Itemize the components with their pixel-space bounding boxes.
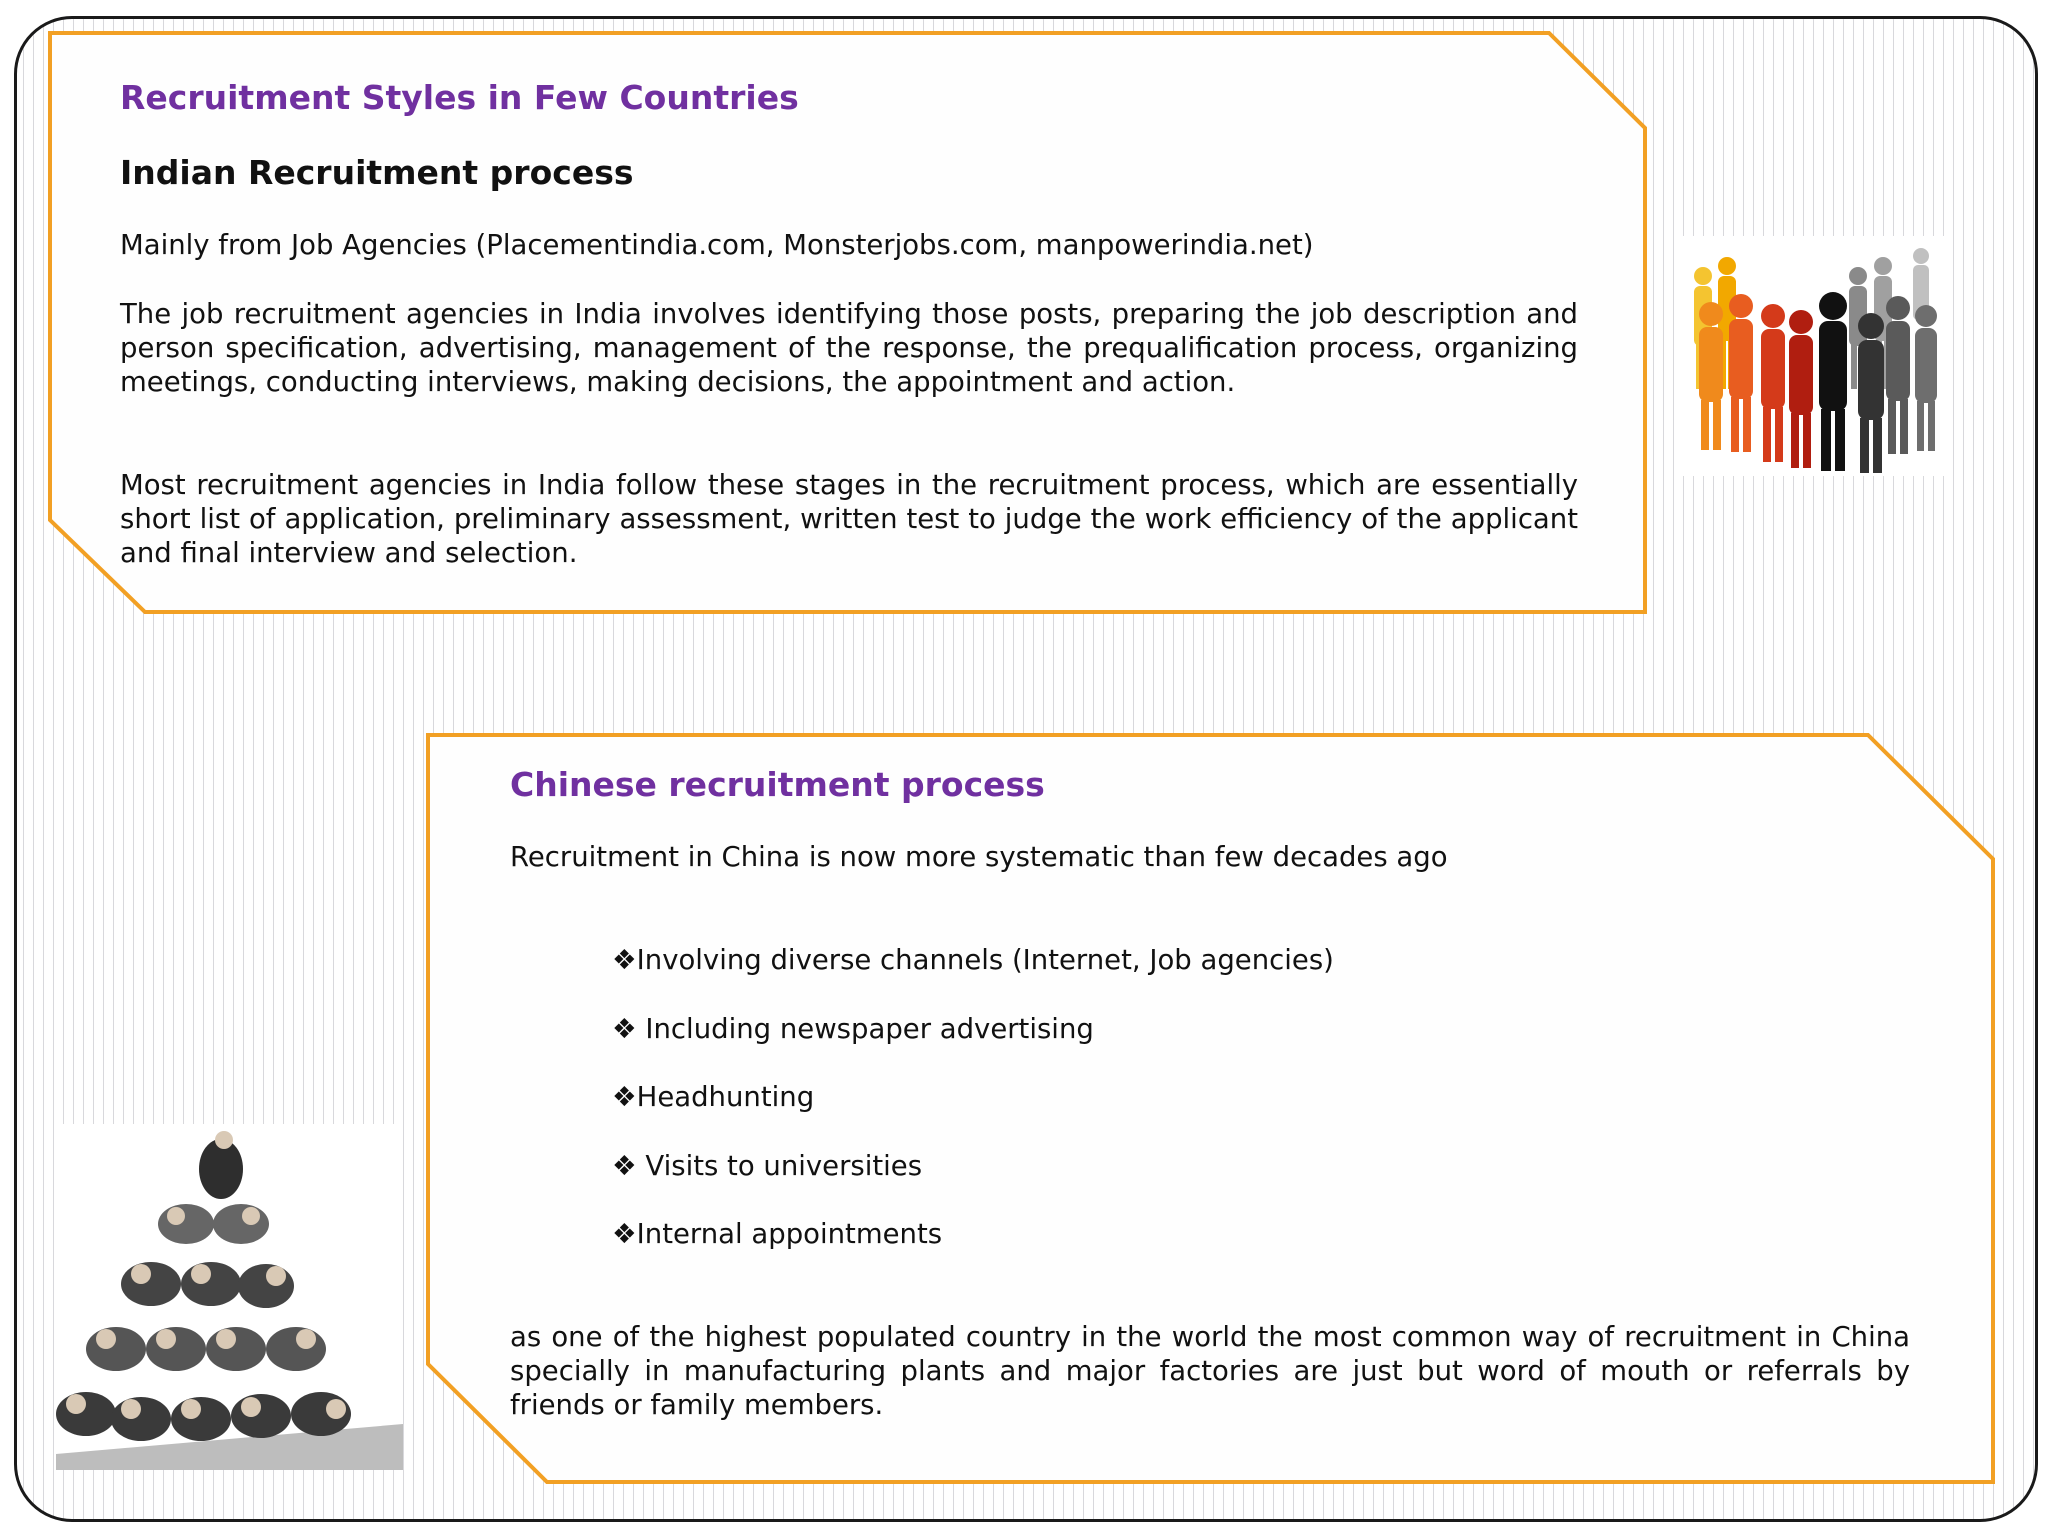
people-pyramid-icon: [56, 1124, 403, 1470]
china-closing: as one of the highest populated country in the world the most common way of recruitment in China specially in manufacturing plants and major factories are just but word of mouth or referrals by friends or family members.: [510, 1321, 1910, 1421]
china-bullet-list: [612, 943, 1334, 1286]
india-paragraph-1: The job recruitment agencies in India involves identifying those posts, preparing the job description and person specification, advertising, management of the response, the prequalification process, organizing meetings, conducting interviews, making decisions, the appointment and action.: [120, 298, 1578, 398]
list-item: ❖ Including newspaper advertising: [612, 1012, 1094, 1045]
china-intro: Recruitment in China is now more systematic than few decades ago: [510, 841, 1448, 873]
list-item: ❖Internal appointments: [612, 1218, 943, 1250]
list-item: ❖Involving diverse channels (Internet, Job agencies): [612, 944, 1334, 976]
list-item: ❖Headhunting: [612, 1081, 815, 1113]
crowd-silhouettes-image: [1683, 236, 1945, 476]
human-pyramid-image: [56, 1124, 403, 1470]
india-intro: Mainly from Job Agencies (Placementindia.com, Monsterjobs.com, manpowerindia.net): [120, 229, 1314, 261]
list-item: ❖ Visits to universities: [612, 1149, 923, 1182]
india-heading: Indian Recruitment process: [120, 153, 634, 192]
slide-title: Recruitment Styles in Few Countries: [120, 78, 799, 117]
group-of-people-icon: [1683, 236, 1945, 476]
india-paragraph-2: Most recruitment agencies in India follow these stages in the recruitment process, which are essentially short list of application, preliminary assessment, written test to judge the work efficiency of the applicant and final interview and selection.: [120, 469, 1578, 569]
china-heading: Chinese recruitment process: [510, 765, 1045, 804]
